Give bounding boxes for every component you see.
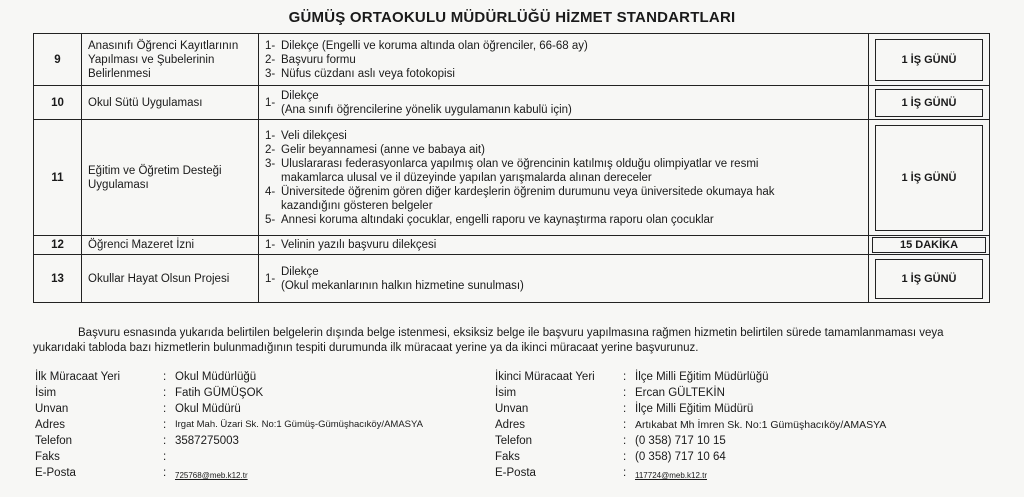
required-documents — [259, 255, 869, 303]
contact-row — [495, 449, 886, 465]
contact-label: Telefon — [35, 435, 73, 447]
colon: : — [163, 387, 167, 399]
row-number: 9 — [34, 34, 82, 86]
document-item — [265, 39, 862, 53]
contact-value: Artıkabat Mh İmren Sk. No:1 Gümüşhacıköy/AMASYA — [635, 419, 887, 431]
document-text: Başvuru formu — [281, 53, 356, 66]
contact-value: Okul Müdürlüğü — [175, 371, 257, 383]
page-title: GÜMÜŞ ORTAOKULU MÜDÜRLÜĞÜ HİZMET STANDARTLARI — [288, 9, 736, 26]
contact-row — [495, 401, 886, 417]
table-row — [34, 34, 990, 86]
contact-row — [495, 385, 886, 401]
completion-time: 1 İŞ GÜNÜ — [875, 89, 983, 117]
colon: : — [163, 467, 167, 479]
document-text: Veli dilekçesi — [281, 129, 347, 142]
first-contact-block — [35, 369, 423, 481]
document-text: Dilekçe (Ana sınıfı öğrencilerine yönelik uygulamanın kabulü için) — [281, 89, 572, 116]
document-number: 5- — [265, 213, 276, 226]
colon: : — [163, 419, 167, 431]
document-item — [265, 185, 862, 213]
document-number: 1- — [265, 272, 276, 285]
contact-value: İlçe Milli Eğitim Müdürlüğü — [635, 371, 769, 383]
colon: : — [163, 435, 167, 447]
row-number: 13 — [34, 255, 82, 303]
completion-time: 1 İŞ GÜNÜ — [875, 39, 983, 81]
contact-label: Unvan — [35, 403, 69, 415]
contact-row — [35, 433, 423, 449]
document-text: Dilekçe (Engelli ve koruma altında olan öğrenciler, 66-68 ay) — [281, 39, 588, 52]
colon: : — [623, 403, 627, 415]
document-item — [265, 213, 862, 227]
completion-time-cell — [869, 120, 990, 236]
document-number: 1- — [265, 96, 276, 109]
contact-value: Okul Müdürü — [175, 403, 241, 415]
document-number: 3- — [265, 157, 276, 170]
contact-label: İsim — [495, 387, 517, 399]
document-text: Uluslararası federasyonlarca yapılmış olan ve öğrencinin katılmış olduğu olimpiyatlar ve resmi makamlarca ulusal ve il düzeyinde yapılan yarışmalarda alınan dereceler — [281, 157, 759, 184]
colon: : — [163, 451, 167, 463]
service-name: Anasınıfı Öğrenci Kayıtlarının Yapılması ve Şubelerinin Belirlenmesi — [82, 34, 259, 86]
required-documents — [259, 86, 869, 120]
completion-time: 1 İŞ GÜNÜ — [875, 125, 983, 231]
table-row — [34, 255, 990, 303]
colon: : — [623, 467, 627, 479]
contact-label: E-Posta — [35, 467, 76, 479]
document-text: Üniversitede öğrenim gören diğer kardeşlerin öğrenim durumunu veya üniversitede okumaya hak kazandığını gösteren belgeler — [281, 185, 775, 212]
contact-row — [35, 417, 423, 433]
contact-row — [35, 385, 423, 401]
contact-value: Irgat Mah. Üzari Sk. No:1 Gümüş-Gümüşhacıköy/AMASYA — [175, 419, 423, 430]
document-number: 3- — [265, 67, 276, 80]
document-text: Annesi koruma altındaki çocuklar, engelli raporu ve kaynaştırma raporu olan çocuklar — [281, 213, 714, 226]
email-link[interactable]: 117724@meb.k12.tr — [635, 471, 708, 480]
contact-label: Adres — [495, 419, 526, 431]
contact-row — [495, 417, 886, 433]
document-number: 2- — [265, 53, 276, 66]
contact-label: E-Posta — [495, 467, 536, 479]
colon: : — [623, 371, 627, 383]
completion-time-cell — [869, 34, 990, 86]
contact-label: İlk Müracaat Yeri — [35, 371, 121, 383]
document-item — [265, 265, 862, 293]
contact-value: Ercan GÜLTEKİN — [635, 387, 725, 399]
second-contact-block — [495, 369, 886, 481]
contact-row — [35, 449, 423, 465]
colon: : — [623, 435, 627, 447]
document-item — [265, 89, 862, 117]
document-text: Nüfus cüzdanı aslı veya fotokopisi — [281, 67, 455, 80]
contact-label: Adres — [35, 419, 66, 431]
completion-time: 1 İŞ GÜNÜ — [875, 259, 983, 299]
table-body — [34, 34, 990, 303]
document-number: 1- — [265, 129, 276, 142]
contact-label: İsim — [35, 387, 57, 399]
document-item — [265, 67, 862, 81]
contact-label: Faks — [35, 451, 60, 463]
table-row — [34, 120, 990, 236]
colon: : — [623, 419, 627, 431]
service-name: Eğitim ve Öğretim Desteği Uygulaması — [82, 120, 259, 236]
colon: : — [163, 371, 167, 383]
completion-time-cell — [869, 236, 990, 255]
colon: : — [623, 451, 627, 463]
row-number: 10 — [34, 86, 82, 120]
contact-value: (0 358) 717 10 64 — [635, 451, 726, 463]
contact-row — [35, 369, 423, 385]
contact-label: Unvan — [495, 403, 529, 415]
document-text: Velinin yazılı başvuru dilekçesi — [281, 239, 437, 251]
document-item — [265, 129, 862, 143]
required-documents — [259, 120, 869, 236]
completion-time-cell — [869, 86, 990, 120]
document-number: 2- — [265, 143, 276, 156]
contact-row — [35, 465, 423, 481]
document-item — [265, 143, 862, 157]
service-name: Okullar Hayat Olsun Projesi — [82, 255, 259, 303]
application-note: Başvuru esnasında yukarıda belirtilen belgelerin dışında belge istenmesi, eksiksiz belge ile başvuru yapılmasına rağmen hizmetin belirtilen sürede tamamlanmaması veya yukarıdaki tabloda bazı hizmetlerin bulunmadığının tespiti durumunda ilk müracaat yerine ya da ikinci müracaat yerine başvurunuz. — [33, 327, 944, 354]
document-item — [265, 157, 862, 185]
contact-row — [35, 401, 423, 417]
document-number: 1- — [265, 39, 276, 52]
document-text: Dilekçe (Okul mekanlarının halkın hizmetine sunulması) — [281, 265, 524, 292]
completion-time: 15 DAKİKA — [872, 237, 986, 253]
service-name: Okul Sütü Uygulaması — [82, 86, 259, 120]
table-row — [34, 236, 990, 255]
document-number: 4- — [265, 185, 276, 198]
contact-row — [495, 369, 886, 385]
email-link[interactable]: 725768@meb.k12.tr — [175, 471, 248, 480]
document-item — [265, 238, 862, 252]
contact-label: İkinci Müracaat Yeri — [495, 371, 595, 383]
service-name: Öğrenci Mazeret İzni — [82, 236, 259, 255]
document-item — [265, 53, 862, 67]
contact-row — [495, 433, 886, 449]
row-number: 12 — [34, 236, 82, 255]
document-text: Gelir beyannamesi (anne ve babaya ait) — [281, 143, 485, 156]
colon: : — [163, 403, 167, 415]
document-number: 1- — [265, 239, 276, 251]
contact-label: Telefon — [495, 435, 533, 447]
table-row — [34, 86, 990, 120]
row-number: 11 — [34, 120, 82, 236]
required-documents — [259, 236, 869, 255]
contact-value: 3587275003 — [175, 435, 239, 447]
contact-row — [495, 465, 886, 481]
contact-value: İlçe Milli Eğitim Müdürü — [635, 403, 754, 415]
contact-value: (0 358) 717 10 15 — [635, 435, 726, 447]
completion-time-cell — [869, 255, 990, 303]
colon: : — [623, 387, 627, 399]
required-documents — [259, 34, 869, 86]
contact-label: Faks — [495, 451, 520, 463]
contact-value: Fatih GÜMÜŞOK — [175, 387, 264, 399]
service-standards-table — [33, 33, 990, 303]
